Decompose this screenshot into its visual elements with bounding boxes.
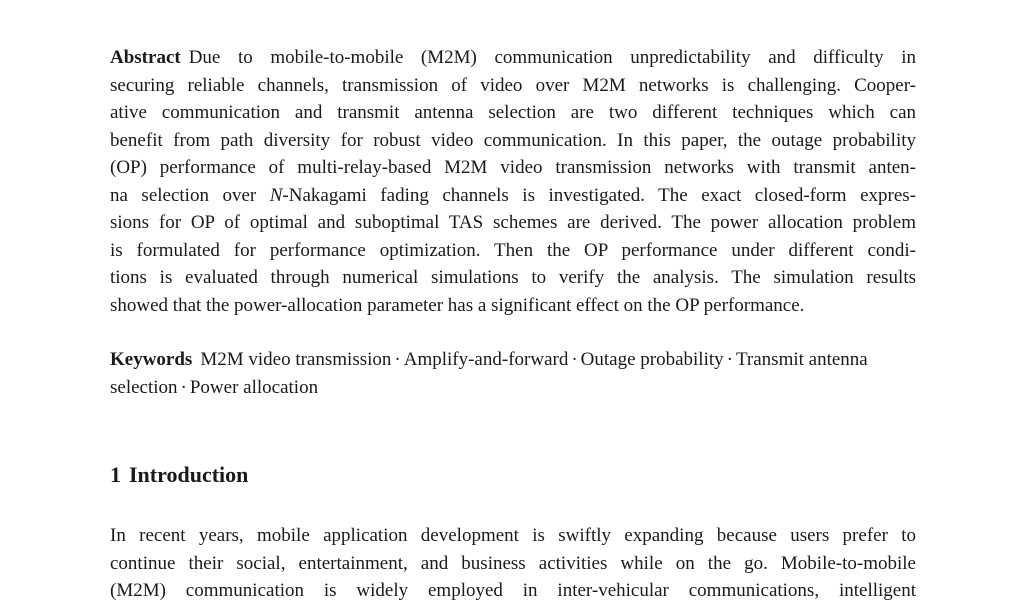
keyword-item: M2M video transmission <box>200 349 392 370</box>
intro-line-2: continue their social, entertainment, and business activities while on the go. Mobile-to-mobile <box>110 552 916 574</box>
keyword-separator: · <box>394 349 401 370</box>
abstract-line-6: na selection over N-Nakagami fading channels is investigated. The exact closed-form expres- <box>110 184 916 206</box>
abstract-line-2: securing reliable channels, transmission of video over M2M networks is challenging. Cooper- <box>110 74 916 96</box>
abstract-line-7: sions for OP of optimal and suboptimal TAS schemes are derived. The power allocation problem <box>110 212 916 233</box>
italic-n: N <box>269 184 283 206</box>
keyword-separator: · <box>180 376 187 398</box>
paper-page <box>110 44 916 601</box>
intro-line-1: In recent years, mobile application development is swiftly expanding because users prefer to <box>110 525 916 546</box>
abstract-label: Abstract <box>110 47 181 68</box>
abstract-line-3: ative communication and transmit antenna selection are two different techniques which can <box>110 102 916 123</box>
abstract-paragraph <box>110 44 916 319</box>
keyword-separator: · <box>726 349 733 370</box>
introduction-paragraph <box>110 522 916 605</box>
abstract-line-1: Abstract Due to mobile-to-mobile (M2M) communication unpredictability and difficulty in <box>110 47 916 68</box>
keywords-label: Keywords <box>110 349 193 370</box>
abstract-line-4: benefit from path diversity for robust video communication. In this paper, the outage probability <box>110 129 916 151</box>
intro-line-3: (M2M) communication is widely employed in inter-vehicular communications, intelligent <box>110 580 916 601</box>
abstract-line-10: showed that the power-allocation parameter has a significant effect on the OP performance. <box>110 294 805 316</box>
abstract-line-8: is formulated for performance optimization. Then the OP performance under different condi- <box>110 239 916 261</box>
keyword-separator: · <box>571 349 578 370</box>
keyword-item: Amplify-and-forward <box>403 349 569 370</box>
keyword-item: Outage probability <box>580 349 724 370</box>
abstract-line-9: tions is evaluated through numerical simulations to verify the analysis. The simulation results <box>110 267 916 288</box>
keyword-item: Transmit antenna selection <box>110 349 868 398</box>
section-heading <box>110 461 248 489</box>
section-title: Introduction <box>129 462 249 487</box>
abstract-line-5: (OP) performance of multi-relay-based M2M video transmission networks with transmit anten- <box>110 157 916 178</box>
keyword-item: Power allocation <box>189 376 319 398</box>
section-number: 1 <box>110 462 121 487</box>
keywords-paragraph <box>110 346 916 401</box>
